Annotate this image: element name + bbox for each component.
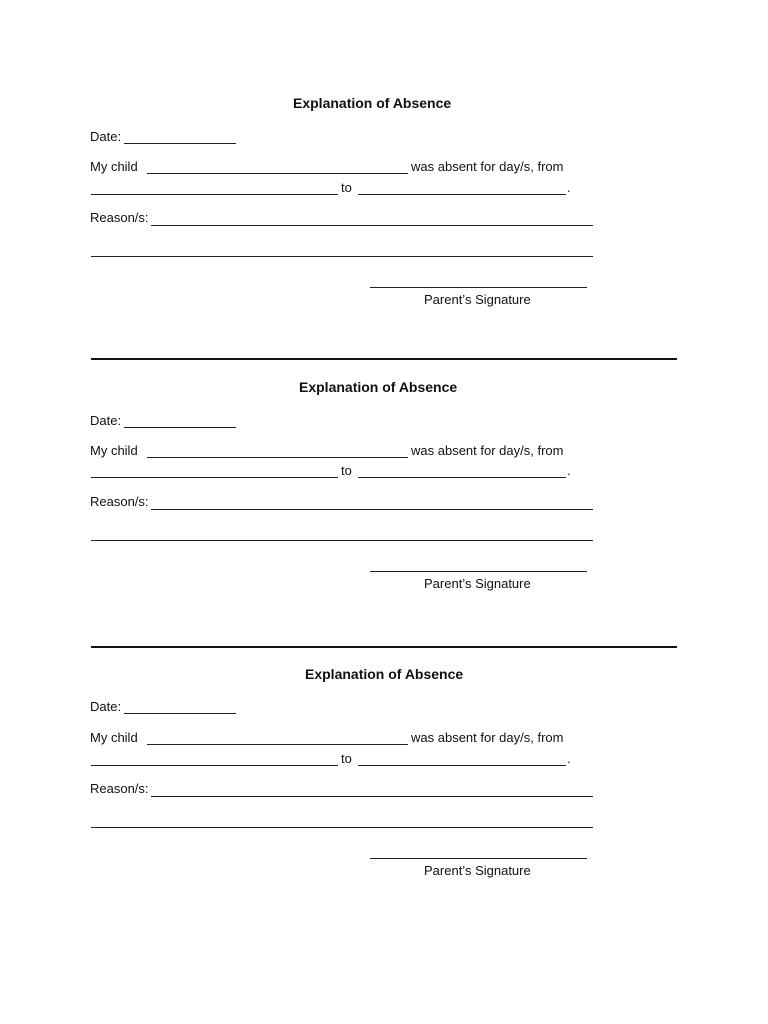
signature-label: Parent’s Signature [424, 863, 531, 878]
signature-line[interactable] [370, 287, 587, 288]
child-label: My child [90, 159, 138, 174]
absent-text: was absent for day/s, from [411, 159, 564, 174]
signature-label: Parent’s Signature [424, 292, 531, 307]
date-label: Date: [90, 413, 122, 428]
reason-label: Reason/s: [90, 494, 149, 509]
form-title: Explanation of Absence [305, 666, 464, 682]
child-label: My child [90, 730, 138, 745]
reason-field-line-1[interactable] [151, 796, 593, 797]
signature-label: Parent’s Signature [424, 576, 531, 591]
reason-field-line-2[interactable] [91, 540, 593, 541]
from-date-field[interactable] [91, 765, 338, 766]
form-title: Explanation of Absence [299, 379, 458, 395]
to-date-field[interactable] [358, 765, 566, 766]
child-name-field[interactable] [147, 744, 408, 745]
child-name-field[interactable] [147, 457, 408, 458]
child-label: My child [90, 443, 138, 458]
period-text: . [567, 180, 571, 195]
form-separator-2 [91, 646, 677, 648]
signature-line[interactable] [370, 571, 587, 572]
from-date-field[interactable] [91, 477, 338, 478]
date-field[interactable] [124, 427, 236, 428]
to-date-field[interactable] [358, 477, 566, 478]
reason-label: Reason/s: [90, 210, 149, 225]
form-title: Explanation of Absence [293, 95, 452, 111]
reason-field-line-1[interactable] [151, 509, 593, 510]
period-text: . [567, 751, 571, 766]
to-text: to [341, 463, 352, 478]
absent-text: was absent for day/s, from [411, 443, 564, 458]
form-separator-1 [91, 358, 677, 360]
signature-line[interactable] [370, 858, 587, 859]
absent-text: was absent for day/s, from [411, 730, 564, 745]
reason-field-line-2[interactable] [91, 256, 593, 257]
to-text: to [341, 751, 352, 766]
date-field[interactable] [124, 713, 236, 714]
period-text: . [567, 463, 571, 478]
date-label: Date: [90, 129, 122, 144]
date-label: Date: [90, 699, 122, 714]
reason-field-line-2[interactable] [91, 827, 593, 828]
to-text: to [341, 180, 352, 195]
reason-label: Reason/s: [90, 781, 149, 796]
